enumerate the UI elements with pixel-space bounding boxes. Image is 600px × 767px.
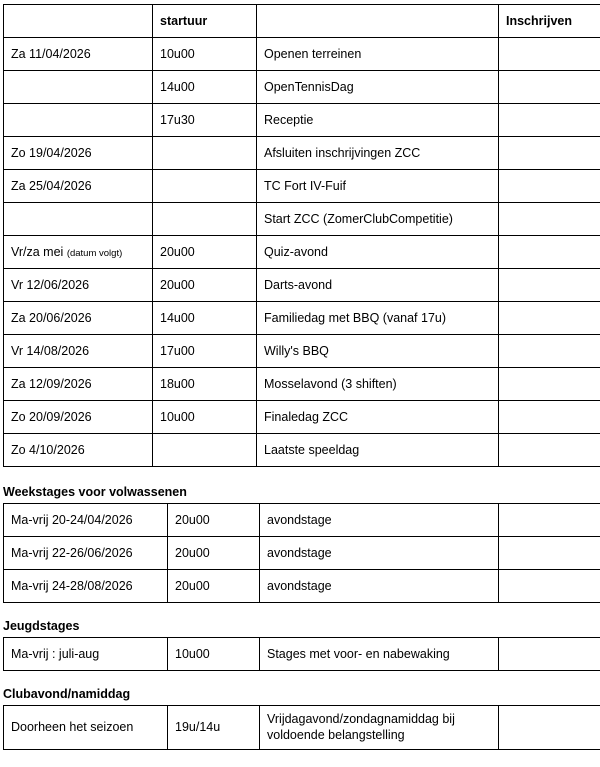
cell-time: 20u00 [153,269,257,302]
cell-description: avondstage [260,570,499,603]
cell-date-text: Vr/za mei [11,245,63,259]
cell-date-note: (datum volgt) [67,248,122,259]
cell-register[interactable] [499,104,600,137]
table-row [4,236,600,269]
cell-date: Za 20/06/2026 [4,302,153,335]
cell-register[interactable] [499,269,600,302]
cell-register[interactable] [499,236,600,269]
cell-register[interactable] [499,302,600,335]
table-row [4,504,600,537]
cell-description: Receptie [257,104,499,137]
cell-time: 17u30 [153,104,257,137]
cell-time: 14u00 [153,71,257,104]
cell-register[interactable] [499,71,600,104]
cell-description: avondstage [260,504,499,537]
header-description [257,5,499,38]
main-events-table [3,4,600,467]
cell-time [153,203,257,236]
cell-time: 20u00 [168,504,260,537]
cell-date: Za 12/09/2026 [4,368,153,401]
cell-date: Za 25/04/2026 [4,170,153,203]
cell-register[interactable] [499,434,600,467]
table-row [4,537,600,570]
cell-date: Doorheen het seizoen [4,706,168,750]
cell-register[interactable] [499,537,600,570]
cell-register[interactable] [499,368,600,401]
cell-time: 17u00 [153,335,257,368]
table-row [4,269,600,302]
cell-description: Start ZCC (ZomerClubCompetitie) [257,203,499,236]
table-row [4,368,600,401]
table-row [4,706,600,750]
jeugdstages-table-body [4,638,600,671]
clubavond-title: Clubavond/namiddag [3,687,600,701]
jeugdstages-table [3,637,600,671]
main-table-body [4,5,600,467]
cell-date [4,104,153,137]
cell-time: 20u00 [153,236,257,269]
cell-date: Za 11/04/2026 [4,38,153,71]
table-row [4,71,600,104]
cell-date: Ma-vrij 24-28/08/2026 [4,570,168,603]
cell-register[interactable] [499,203,600,236]
cell-description: Laatste speeldag [257,434,499,467]
cell-description: OpenTennisDag [257,71,499,104]
table-row [4,38,600,71]
table-row [4,570,600,603]
cell-time: 10u00 [153,401,257,434]
cell-register[interactable] [499,170,600,203]
cell-time: 10u00 [168,638,260,671]
cell-description: Vrijdagavond/zondagnamiddag bij voldoende belangstelling [260,706,499,750]
table-header-row [4,5,600,38]
cell-register[interactable] [499,638,600,671]
header-inschrijven: Inschrijven [499,5,600,38]
cell-time: 10u00 [153,38,257,71]
cell-description: Darts-avond [257,269,499,302]
table-row [4,104,600,137]
weekstages-table [3,503,600,603]
cell-description: Afsluiten inschrijvingen ZCC [257,137,499,170]
cell-date [4,71,153,104]
table-row [4,335,600,368]
cell-register[interactable] [499,335,600,368]
cell-register[interactable] [499,137,600,170]
cell-description: Mosselavond (3 shiften) [257,368,499,401]
cell-date: Ma-vrij 20-24/04/2026 [4,504,168,537]
cell-date: Vr 14/08/2026 [4,335,153,368]
cell-time: 20u00 [168,537,260,570]
cell-date: Zo 19/04/2026 [4,137,153,170]
cell-date: Vr 12/06/2026 [4,269,153,302]
cell-date [4,203,153,236]
jeugdstages-title: Jeugdstages [3,619,600,633]
cell-register[interactable] [499,570,600,603]
header-date [4,5,153,38]
table-row [4,137,600,170]
cell-time: 14u00 [153,302,257,335]
cell-date: Ma-vrij : juli-aug [4,638,168,671]
header-startuur: startuur [153,5,257,38]
cell-time: 20u00 [168,570,260,603]
clubavond-table [3,705,600,750]
cell-date: Zo 20/09/2026 [4,401,153,434]
table-row [4,638,600,671]
table-row [4,302,600,335]
table-row [4,170,600,203]
cell-time: 18u00 [153,368,257,401]
cell-register[interactable] [499,38,600,71]
cell-description: Familiedag met BBQ (vanaf 17u) [257,302,499,335]
cell-description: Willy's BBQ [257,335,499,368]
cell-description: Openen terreinen [257,38,499,71]
weekstages-table-body [4,504,600,603]
cell-register[interactable] [499,504,600,537]
cell-time [153,170,257,203]
cell-description: Stages met voor- en nabewaking [260,638,499,671]
cell-time: 19u/14u [168,706,260,750]
cell-register[interactable] [499,401,600,434]
cell-time [153,137,257,170]
calendar-document [0,4,600,767]
cell-description: Quiz-avond [257,236,499,269]
cell-description: TC Fort IV-Fuif [257,170,499,203]
weekstages-title: Weekstages voor volwassenen [3,485,600,499]
cell-description: avondstage [260,537,499,570]
cell-date [4,236,153,269]
cell-register[interactable] [499,706,600,750]
table-row [4,434,600,467]
cell-date: Zo 4/10/2026 [4,434,153,467]
table-row [4,401,600,434]
table-row [4,203,600,236]
cell-description: Finaledag ZCC [257,401,499,434]
cell-date: Ma-vrij 22-26/06/2026 [4,537,168,570]
clubavond-table-body [4,706,600,750]
cell-time [153,434,257,467]
